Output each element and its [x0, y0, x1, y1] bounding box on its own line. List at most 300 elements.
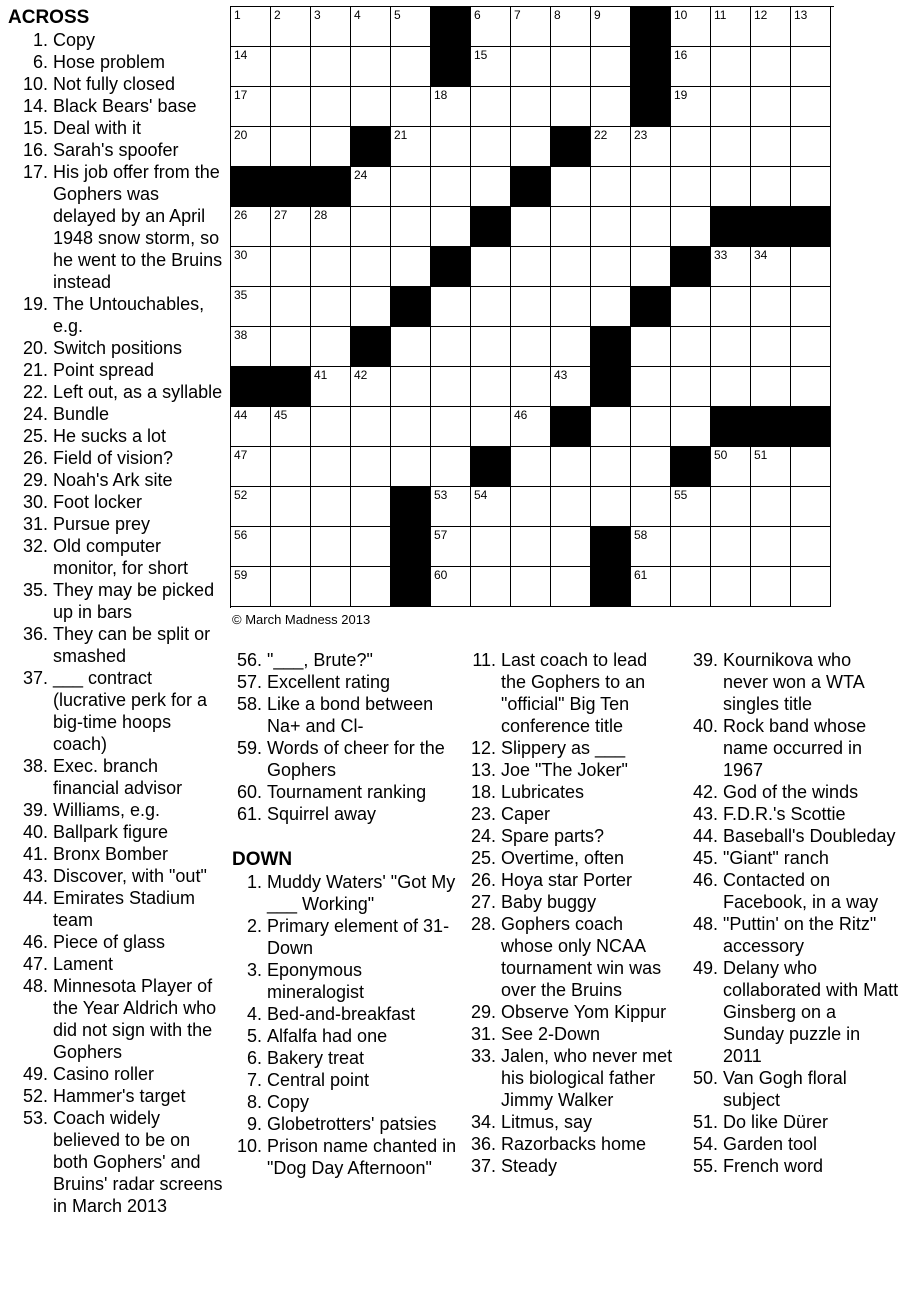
clue-item — [466, 1133, 676, 1155]
grid-cell[interactable] — [551, 487, 591, 527]
grid-cell[interactable] — [791, 367, 831, 407]
grid-cell[interactable] — [231, 567, 271, 607]
grid-cell[interactable] — [471, 487, 511, 527]
clue-item — [466, 1001, 676, 1023]
clue-item — [232, 871, 457, 915]
grid-cell[interactable] — [511, 207, 551, 247]
grid-cell[interactable] — [431, 87, 471, 127]
grid-cell[interactable] — [431, 287, 471, 327]
grid-cell[interactable] — [511, 87, 551, 127]
grid-cell[interactable] — [671, 7, 711, 47]
grid-cell[interactable] — [751, 527, 791, 567]
clue-column-3 — [466, 649, 676, 1177]
clue-number: 48. — [692, 914, 718, 934]
clue-number: 23. — [470, 804, 496, 824]
clue-text: Not fully closed — [53, 74, 176, 94]
grid-cell[interactable] — [351, 167, 391, 207]
clue-item — [8, 29, 223, 51]
clue-number: 59. — [236, 738, 262, 758]
grid-cell[interactable] — [511, 487, 551, 527]
grid-cell[interactable] — [511, 367, 551, 407]
grid-cell[interactable] — [351, 567, 391, 607]
clue-number: 55. — [692, 1156, 718, 1176]
grid-cell[interactable] — [271, 207, 311, 247]
grid-cell[interactable] — [551, 207, 591, 247]
grid-block — [591, 567, 631, 607]
grid-cell[interactable] — [431, 527, 471, 567]
grid-cell[interactable] — [471, 127, 511, 167]
grid-cell[interactable] — [391, 87, 431, 127]
clue-text: Minnesota Player of the Year Aldrich who did not sign with the Gophers — [53, 976, 217, 1062]
grid-cell[interactable] — [671, 407, 711, 447]
clue-item — [232, 915, 457, 959]
grid-cell[interactable] — [711, 287, 751, 327]
grid-cell[interactable] — [671, 527, 711, 567]
grid-cell[interactable] — [391, 47, 431, 87]
clue-number: 12. — [470, 738, 496, 758]
clue-item — [688, 957, 900, 1067]
clue-number: 44. — [692, 826, 718, 846]
grid-cell[interactable] — [671, 127, 711, 167]
grid-cell[interactable] — [631, 127, 671, 167]
clue-text: Razorbacks home — [501, 1134, 647, 1154]
grid-cell[interactable] — [711, 247, 751, 287]
grid-block — [311, 167, 351, 207]
grid-cell[interactable] — [751, 7, 791, 47]
grid-cell[interactable] — [791, 487, 831, 527]
clue-number: 11. — [472, 650, 496, 670]
grid-cell[interactable] — [591, 247, 631, 287]
grid-cell[interactable] — [471, 167, 511, 207]
clue-text: Williams, e.g. — [53, 800, 161, 820]
grid-cell[interactable] — [471, 247, 511, 287]
grid-cell[interactable] — [271, 247, 311, 287]
grid-cell[interactable] — [711, 7, 751, 47]
grid-cell[interactable] — [271, 47, 311, 87]
grid-cell[interactable] — [631, 167, 671, 207]
clue-number: 29. — [22, 470, 48, 490]
clue-number: 7. — [246, 1070, 262, 1090]
clue-item — [466, 1155, 676, 1177]
grid-cell[interactable] — [711, 167, 751, 207]
grid-cell[interactable] — [391, 167, 431, 207]
clue-number: 38. — [22, 756, 48, 776]
grid-cell[interactable] — [711, 487, 751, 527]
clue-item — [8, 469, 223, 491]
grid-cell[interactable] — [351, 407, 391, 447]
grid-cell[interactable] — [631, 527, 671, 567]
grid-cell[interactable] — [791, 47, 831, 87]
clue-item — [232, 1135, 457, 1179]
grid-cell[interactable] — [231, 47, 271, 87]
cell-number: 33 — [714, 248, 728, 262]
clue-text: Exec. branch financial advisor — [53, 756, 183, 798]
grid-cell[interactable] — [231, 407, 271, 447]
clue-item — [688, 1111, 900, 1133]
grid-cell[interactable] — [311, 287, 351, 327]
grid-cell[interactable] — [231, 327, 271, 367]
grid-cell[interactable] — [751, 87, 791, 127]
clue-number: 6. — [246, 1048, 262, 1068]
grid-cell[interactable] — [791, 327, 831, 367]
grid-cell[interactable] — [711, 327, 751, 367]
grid-cell[interactable] — [391, 7, 431, 47]
cell-number: 56 — [234, 528, 248, 542]
grid-cell[interactable] — [591, 407, 631, 447]
grid-cell[interactable] — [591, 207, 631, 247]
grid-cell[interactable] — [311, 87, 351, 127]
grid-cell[interactable] — [311, 127, 351, 167]
clue-item — [466, 759, 676, 781]
grid-cell[interactable] — [711, 47, 751, 87]
clue-text: Noah's Ark site — [53, 470, 173, 490]
grid-cell[interactable] — [271, 327, 311, 367]
grid-cell[interactable] — [431, 127, 471, 167]
grid-cell[interactable] — [231, 7, 271, 47]
grid-cell[interactable] — [671, 367, 711, 407]
grid-cell[interactable] — [791, 7, 831, 47]
grid-cell[interactable] — [271, 447, 311, 487]
clue-number: 34. — [470, 1112, 496, 1132]
across-list-continued — [232, 649, 457, 825]
clue-item — [8, 535, 223, 579]
grid-cell[interactable] — [391, 327, 431, 367]
grid-cell[interactable] — [751, 567, 791, 607]
grid-cell[interactable] — [431, 487, 471, 527]
grid-cell[interactable] — [271, 527, 311, 567]
grid-cell[interactable] — [511, 527, 551, 567]
grid-cell[interactable] — [311, 247, 351, 287]
grid-cell[interactable] — [511, 567, 551, 607]
clue-number: 31. — [22, 514, 48, 534]
clue-text: Delany who collaborated with Matt Ginsberg on a Sunday puzzle in 2011 — [723, 958, 899, 1066]
grid-cell[interactable] — [671, 87, 711, 127]
grid-block — [791, 207, 831, 247]
grid-cell[interactable] — [231, 447, 271, 487]
grid-cell[interactable] — [631, 207, 671, 247]
grid-cell[interactable] — [311, 207, 351, 247]
cell-number: 16 — [674, 48, 688, 62]
cell-number: 52 — [234, 488, 248, 502]
grid-cell[interactable] — [271, 287, 311, 327]
grid-cell[interactable] — [311, 407, 351, 447]
grid-cell[interactable] — [391, 447, 431, 487]
grid-block — [591, 367, 631, 407]
grid-cell[interactable] — [231, 487, 271, 527]
grid-cell[interactable] — [671, 287, 711, 327]
grid-cell[interactable] — [791, 167, 831, 207]
clue-item — [232, 1003, 457, 1025]
grid-cell[interactable] — [631, 407, 671, 447]
grid-block — [591, 527, 631, 567]
grid-cell[interactable] — [791, 527, 831, 567]
grid-cell[interactable] — [311, 7, 351, 47]
grid-cell[interactable] — [391, 127, 431, 167]
grid-cell[interactable] — [231, 247, 271, 287]
grid-cell[interactable] — [711, 447, 751, 487]
grid-cell[interactable] — [751, 127, 791, 167]
grid-cell[interactable] — [271, 127, 311, 167]
grid-cell[interactable] — [351, 527, 391, 567]
clue-text: Last coach to lead the Gophers to an "official" Big Ten conference title — [501, 650, 648, 736]
grid-cell[interactable] — [631, 567, 671, 607]
grid-cell[interactable] — [431, 567, 471, 607]
cell-number: 60 — [434, 568, 448, 582]
clue-text: Field of vision? — [53, 448, 174, 468]
grid-cell[interactable] — [591, 287, 631, 327]
grid-cell[interactable] — [791, 127, 831, 167]
clue-item — [688, 1155, 900, 1177]
grid-cell[interactable] — [751, 487, 791, 527]
grid-cell[interactable] — [751, 47, 791, 87]
grid-cell[interactable] — [551, 87, 591, 127]
grid-cell[interactable] — [471, 287, 511, 327]
grid-cell[interactable] — [271, 7, 311, 47]
grid-cell[interactable] — [591, 127, 631, 167]
clue-number: 8. — [246, 1092, 262, 1112]
grid-cell[interactable] — [351, 7, 391, 47]
clue-item — [232, 1091, 457, 1113]
grid-block — [271, 367, 311, 407]
grid-cell[interactable] — [631, 447, 671, 487]
clue-item — [8, 1063, 223, 1085]
clue-item — [8, 667, 223, 755]
grid-cell[interactable] — [471, 567, 511, 607]
grid-block — [391, 527, 431, 567]
clue-text: God of the winds — [723, 782, 859, 802]
clue-number: 16. — [22, 140, 48, 160]
grid-cell[interactable] — [551, 327, 591, 367]
grid-cell[interactable] — [631, 487, 671, 527]
grid-cell[interactable] — [751, 327, 791, 367]
grid-cell[interactable] — [791, 287, 831, 327]
clue-text: Point spread — [53, 360, 155, 380]
grid-cell[interactable] — [551, 367, 591, 407]
grid-block — [471, 447, 511, 487]
grid-block — [671, 247, 711, 287]
cell-number: 20 — [234, 128, 248, 142]
grid-cell[interactable] — [471, 527, 511, 567]
grid-cell[interactable] — [231, 127, 271, 167]
clue-text: Tournament ranking — [267, 782, 427, 802]
grid-cell[interactable] — [551, 167, 591, 207]
grid-cell[interactable] — [431, 167, 471, 207]
grid-cell[interactable] — [791, 567, 831, 607]
grid-cell[interactable] — [431, 207, 471, 247]
clue-text: Garden tool — [723, 1134, 818, 1154]
cell-number: 11 — [714, 8, 727, 22]
grid-cell[interactable] — [591, 47, 631, 87]
grid-cell[interactable] — [351, 447, 391, 487]
grid-cell[interactable] — [231, 527, 271, 567]
grid-block — [671, 447, 711, 487]
grid-cell[interactable] — [511, 7, 551, 47]
grid-cell[interactable] — [551, 247, 591, 287]
clue-item — [8, 447, 223, 469]
clue-number: 57. — [236, 672, 262, 692]
grid-cell[interactable] — [631, 367, 671, 407]
grid-cell[interactable] — [351, 247, 391, 287]
grid-cell[interactable] — [311, 487, 351, 527]
grid-cell[interactable] — [551, 47, 591, 87]
grid-cell[interactable] — [431, 447, 471, 487]
grid-cell[interactable] — [271, 487, 311, 527]
clue-text: Van Gogh floral subject — [723, 1068, 847, 1110]
grid-cell[interactable] — [311, 327, 351, 367]
grid-cell[interactable] — [351, 287, 391, 327]
grid-cell[interactable] — [351, 367, 391, 407]
grid-cell[interactable] — [631, 327, 671, 367]
grid-cell[interactable] — [551, 447, 591, 487]
grid-cell[interactable] — [751, 367, 791, 407]
grid-cell[interactable] — [471, 407, 511, 447]
grid-cell[interactable] — [471, 87, 511, 127]
clue-item — [8, 1107, 223, 1217]
grid-cell[interactable] — [751, 287, 791, 327]
grid-cell[interactable] — [671, 47, 711, 87]
clue-text: Discover, with "out" — [53, 866, 207, 886]
grid-cell[interactable] — [311, 47, 351, 87]
clue-number: 29. — [470, 1002, 496, 1022]
clue-text: Deal with it — [53, 118, 142, 138]
grid-cell[interactable] — [511, 407, 551, 447]
grid-cell[interactable] — [431, 407, 471, 447]
grid-cell[interactable] — [511, 327, 551, 367]
grid-cell[interactable] — [711, 567, 751, 607]
grid-cell[interactable] — [551, 7, 591, 47]
grid-cell[interactable] — [791, 247, 831, 287]
grid-cell[interactable] — [391, 367, 431, 407]
clue-number: 46. — [692, 870, 718, 890]
grid-cell[interactable] — [591, 87, 631, 127]
grid-cell[interactable] — [471, 7, 511, 47]
clue-number: 24. — [22, 404, 48, 424]
grid-cell[interactable] — [471, 367, 511, 407]
grid-cell[interactable] — [311, 447, 351, 487]
grid-cell[interactable] — [551, 567, 591, 607]
grid-cell[interactable] — [591, 487, 631, 527]
clue-text: Prison name chanted in "Dog Day Afternoon" — [267, 1136, 457, 1178]
grid-cell[interactable] — [311, 527, 351, 567]
grid-cell[interactable] — [511, 447, 551, 487]
grid-cell[interactable] — [711, 367, 751, 407]
clue-number: 43. — [22, 866, 48, 886]
clue-item — [8, 953, 223, 975]
grid-cell[interactable] — [351, 207, 391, 247]
grid-cell[interactable] — [271, 567, 311, 607]
grid-cell[interactable] — [711, 87, 751, 127]
grid-cell[interactable] — [431, 327, 471, 367]
grid-cell[interactable] — [351, 87, 391, 127]
clue-text: Bed-and-breakfast — [267, 1004, 416, 1024]
grid-cell[interactable] — [471, 47, 511, 87]
grid-cell[interactable] — [511, 287, 551, 327]
grid-cell[interactable] — [591, 167, 631, 207]
clue-text: Joe "The Joker" — [501, 760, 628, 780]
clue-number: 61. — [236, 804, 262, 824]
clue-text: Black Bears' base — [53, 96, 197, 116]
grid-cell[interactable] — [751, 167, 791, 207]
clue-item — [232, 1069, 457, 1091]
grid-cell[interactable] — [751, 247, 791, 287]
grid-cell[interactable] — [271, 407, 311, 447]
grid-block — [591, 327, 631, 367]
clue-number: 36. — [470, 1134, 496, 1154]
grid-cell[interactable] — [591, 447, 631, 487]
clue-item — [232, 803, 457, 825]
clue-item — [466, 869, 676, 891]
grid-block — [231, 367, 271, 407]
grid-cell[interactable] — [391, 207, 431, 247]
clue-text: Baseball's Doubleday — [723, 826, 896, 846]
grid-cell[interactable] — [711, 127, 751, 167]
grid-cell[interactable] — [511, 247, 551, 287]
grid-cell[interactable] — [671, 207, 711, 247]
grid-cell[interactable] — [391, 407, 431, 447]
clue-number: 46. — [22, 932, 48, 952]
grid-cell[interactable] — [391, 247, 431, 287]
down-list-part-2 — [466, 649, 676, 1177]
grid-cell[interactable] — [511, 47, 551, 87]
clue-number: 33. — [470, 1046, 496, 1066]
grid-cell[interactable] — [231, 287, 271, 327]
grid-cell[interactable] — [511, 127, 551, 167]
grid-cell[interactable] — [671, 567, 711, 607]
grid-cell[interactable] — [671, 167, 711, 207]
clue-item — [8, 513, 223, 535]
grid-cell[interactable] — [351, 487, 391, 527]
grid-cell[interactable] — [551, 527, 591, 567]
cell-number: 3 — [314, 8, 321, 22]
clue-item — [8, 931, 223, 953]
grid-block — [711, 407, 751, 447]
grid-cell[interactable] — [231, 207, 271, 247]
clue-item — [466, 825, 676, 847]
cell-number: 45 — [274, 408, 288, 422]
clue-number: 49. — [22, 1064, 48, 1084]
grid-cell[interactable] — [431, 367, 471, 407]
grid-cell[interactable] — [751, 447, 791, 487]
grid-cell[interactable] — [791, 447, 831, 487]
clue-number: 30. — [22, 492, 48, 512]
clue-number: 6. — [32, 52, 48, 72]
clue-text: Squirrel away — [267, 804, 377, 824]
grid-cell[interactable] — [271, 87, 311, 127]
clue-item — [232, 649, 457, 671]
grid-cell[interactable] — [591, 7, 631, 47]
grid-cell[interactable] — [551, 287, 591, 327]
clue-text: Primary element of 31-Down — [267, 916, 450, 958]
grid-cell[interactable] — [711, 527, 751, 567]
grid-cell[interactable] — [631, 247, 671, 287]
grid-block — [631, 87, 671, 127]
grid-cell[interactable] — [791, 87, 831, 127]
grid-cell[interactable] — [471, 327, 511, 367]
grid-cell[interactable] — [671, 487, 711, 527]
grid-cell[interactable] — [671, 327, 711, 367]
clue-text: Words of cheer for the Gophers — [267, 738, 445, 780]
grid-cell[interactable] — [311, 567, 351, 607]
clue-text: Do like Dürer — [723, 1112, 829, 1132]
grid-cell[interactable] — [351, 47, 391, 87]
clue-item — [232, 1113, 457, 1135]
grid-cell[interactable] — [231, 87, 271, 127]
grid-cell[interactable] — [311, 367, 351, 407]
clue-text: Bakery treat — [267, 1048, 365, 1068]
clue-column-2 — [232, 649, 457, 1179]
clue-item — [8, 51, 223, 73]
clue-text: Baby buggy — [501, 892, 597, 912]
